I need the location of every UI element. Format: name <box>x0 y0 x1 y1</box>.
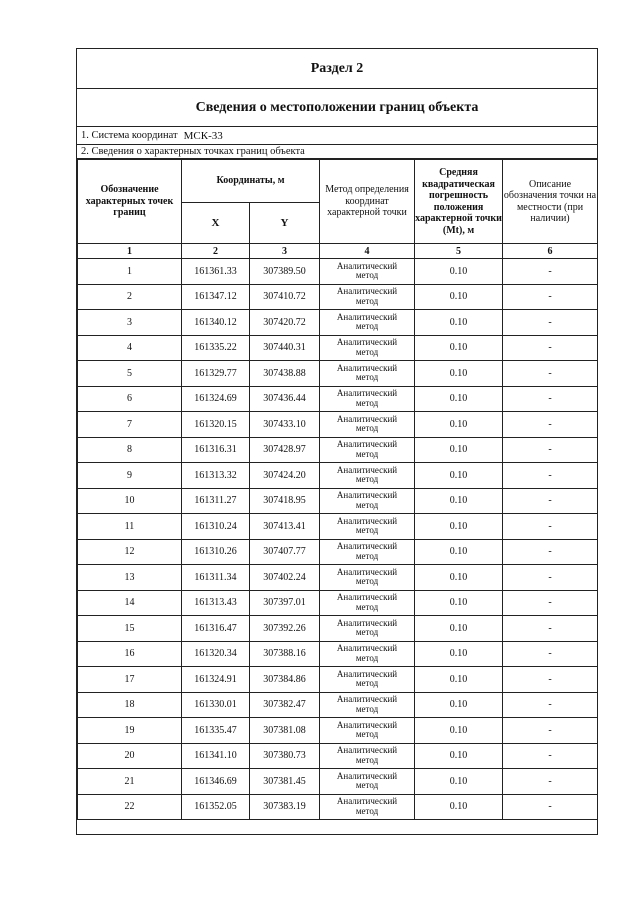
column-number: 2 <box>182 244 250 259</box>
coord-x: 161313.32 <box>182 463 250 489</box>
error-value: 0.10 <box>415 692 503 718</box>
method-cell <box>320 310 415 336</box>
column-number: 4 <box>320 244 415 259</box>
error-value: 0.10 <box>415 641 503 667</box>
coordinate-system-label: 1. Система координат <box>81 130 178 141</box>
point-description: - <box>503 769 598 795</box>
method-line-1: Аналитический <box>336 796 398 807</box>
coord-x: 161361.33 <box>182 259 250 285</box>
header-method: Метод определения координат характерной точки <box>320 160 415 244</box>
point-number: 13 <box>78 565 182 591</box>
method-line-2: метод <box>355 346 379 357</box>
coord-x: 161329.77 <box>182 361 250 387</box>
point-description: - <box>503 259 598 285</box>
method-cell <box>320 667 415 693</box>
point-number: 18 <box>78 692 182 718</box>
error-value: 0.10 <box>415 590 503 616</box>
point-description: - <box>503 386 598 412</box>
coord-y: 307440.31 <box>250 335 320 361</box>
column-number: 6 <box>503 244 598 259</box>
point-number: 3 <box>78 310 182 336</box>
document-sheet <box>76 48 598 835</box>
point-description: - <box>503 565 598 591</box>
column-number: 1 <box>78 244 182 259</box>
coord-x: 161310.24 <box>182 514 250 540</box>
table-row <box>78 692 598 718</box>
coord-x: 161346.69 <box>182 769 250 795</box>
error-value: 0.10 <box>415 794 503 820</box>
point-description: - <box>503 590 598 616</box>
error-value: 0.10 <box>415 437 503 463</box>
method-line-1: Аналитический <box>336 490 398 501</box>
method-cell <box>320 386 415 412</box>
point-description: - <box>503 743 598 769</box>
method-line-1: Аналитический <box>336 439 398 450</box>
method-line-2: метод <box>355 703 379 714</box>
method-line-2: метод <box>355 780 379 791</box>
method-line-2: метод <box>355 550 379 561</box>
coord-x: 161341.10 <box>182 743 250 769</box>
method-line-1: Аналитический <box>336 260 398 271</box>
method-line-2: метод <box>355 295 379 306</box>
method-line-2: метод <box>355 678 379 689</box>
method-cell <box>320 259 415 285</box>
point-number: 17 <box>78 667 182 693</box>
document-title: Сведения о местоположении границ объекта <box>77 89 597 127</box>
point-number: 9 <box>78 463 182 489</box>
method-line-2: метод <box>355 474 379 485</box>
method-cell <box>320 284 415 310</box>
point-description: - <box>503 310 598 336</box>
column-number-row <box>78 244 598 259</box>
coord-x: 161311.27 <box>182 488 250 514</box>
method-line-2: метод <box>355 627 379 638</box>
point-number: 2 <box>78 284 182 310</box>
method-cell <box>320 335 415 361</box>
table-row <box>78 769 598 795</box>
method-line-2: метод <box>355 525 379 536</box>
table-row <box>78 718 598 744</box>
table-row <box>78 335 598 361</box>
point-description: - <box>503 616 598 642</box>
coord-y: 307402.24 <box>250 565 320 591</box>
point-description: - <box>503 488 598 514</box>
table-row <box>78 514 598 540</box>
coord-x: 161313.43 <box>182 590 250 616</box>
method-line-1: Аналитический <box>336 694 398 705</box>
error-value: 0.10 <box>415 514 503 540</box>
coord-x: 161316.31 <box>182 437 250 463</box>
method-cell <box>320 488 415 514</box>
method-line-1: Аналитический <box>336 617 398 628</box>
point-number: 12 <box>78 539 182 565</box>
method-line-2: метод <box>355 805 379 816</box>
method-cell <box>320 641 415 667</box>
point-description: - <box>503 514 598 540</box>
table-row <box>78 794 598 820</box>
coord-x: 161347.12 <box>182 284 250 310</box>
error-value: 0.10 <box>415 488 503 514</box>
error-value: 0.10 <box>415 616 503 642</box>
coord-y: 307381.08 <box>250 718 320 744</box>
point-description: - <box>503 692 598 718</box>
method-line-1: Аналитический <box>336 388 398 399</box>
header-coordinates: Координаты, м <box>182 160 320 203</box>
coord-y: 307384.86 <box>250 667 320 693</box>
method-line-2: метод <box>355 397 379 408</box>
table-row <box>78 667 598 693</box>
method-cell <box>320 692 415 718</box>
method-line-2: метод <box>355 270 379 281</box>
table-row <box>78 539 598 565</box>
table-row <box>78 361 598 387</box>
table-row <box>78 616 598 642</box>
table-row <box>78 386 598 412</box>
method-line-2: метод <box>355 448 379 459</box>
method-cell <box>320 743 415 769</box>
header-y: Y <box>250 203 320 244</box>
error-value: 0.10 <box>415 667 503 693</box>
coord-y: 307413.41 <box>250 514 320 540</box>
method-line-1: Аналитический <box>336 745 398 756</box>
coord-x: 161316.47 <box>182 616 250 642</box>
point-description: - <box>503 539 598 565</box>
table-row <box>78 565 598 591</box>
method-line-1: Аналитический <box>336 337 398 348</box>
table-body <box>78 259 598 820</box>
error-value: 0.10 <box>415 565 503 591</box>
method-line-1: Аналитический <box>336 643 398 654</box>
method-cell <box>320 514 415 540</box>
coord-y: 307388.16 <box>250 641 320 667</box>
coordinate-system-value: МСК-33 <box>183 129 223 142</box>
error-value: 0.10 <box>415 361 503 387</box>
point-number: 4 <box>78 335 182 361</box>
error-value: 0.10 <box>415 310 503 336</box>
coord-y: 307383.19 <box>250 794 320 820</box>
method-cell <box>320 412 415 438</box>
table-row <box>78 259 598 285</box>
method-cell <box>320 361 415 387</box>
coord-y: 307407.77 <box>250 539 320 565</box>
method-cell <box>320 718 415 744</box>
header-designation: Обозначение характерных точек границ <box>78 160 182 244</box>
method-line-1: Аналитический <box>336 515 398 526</box>
table-row <box>78 310 598 336</box>
point-number: 10 <box>78 488 182 514</box>
method-cell <box>320 590 415 616</box>
point-number: 14 <box>78 590 182 616</box>
coord-y: 307436.44 <box>250 386 320 412</box>
method-cell <box>320 769 415 795</box>
method-line-2: метод <box>355 652 379 663</box>
table-row <box>78 437 598 463</box>
point-description: - <box>503 284 598 310</box>
coord-y: 307428.97 <box>250 437 320 463</box>
error-value: 0.10 <box>415 386 503 412</box>
coord-x: 161335.47 <box>182 718 250 744</box>
point-description: - <box>503 667 598 693</box>
coord-x: 161335.22 <box>182 335 250 361</box>
point-number: 19 <box>78 718 182 744</box>
coord-x: 161311.34 <box>182 565 250 591</box>
method-line-1: Аналитический <box>336 286 398 297</box>
coord-y: 307392.26 <box>250 616 320 642</box>
coord-x: 161330.01 <box>182 692 250 718</box>
method-line-2: метод <box>355 576 379 587</box>
coord-y: 307410.72 <box>250 284 320 310</box>
method-line-2: метод <box>355 372 379 383</box>
method-line-2: метод <box>355 729 379 740</box>
coord-x: 161320.34 <box>182 641 250 667</box>
method-line-1: Аналитический <box>336 413 398 424</box>
point-description: - <box>503 794 598 820</box>
coord-y: 307420.72 <box>250 310 320 336</box>
header-x: X <box>182 203 250 244</box>
error-value: 0.10 <box>415 718 503 744</box>
coord-x: 161310.26 <box>182 539 250 565</box>
method-line-1: Аналитический <box>336 770 398 781</box>
method-line-2: метод <box>355 754 379 765</box>
method-line-1: Аналитический <box>336 719 398 730</box>
method-line-1: Аналитический <box>336 566 398 577</box>
point-number: 20 <box>78 743 182 769</box>
method-line-1: Аналитический <box>336 541 398 552</box>
method-cell <box>320 539 415 565</box>
method-line-1: Аналитический <box>336 592 398 603</box>
coord-y: 307438.88 <box>250 361 320 387</box>
error-value: 0.10 <box>415 259 503 285</box>
error-value: 0.10 <box>415 335 503 361</box>
point-number: 21 <box>78 769 182 795</box>
coord-y: 307389.50 <box>250 259 320 285</box>
coord-x: 161324.69 <box>182 386 250 412</box>
table-row <box>78 590 598 616</box>
coord-y: 307433.10 <box>250 412 320 438</box>
point-number: 22 <box>78 794 182 820</box>
header-description: Описание обозначения точки на местности (при наличии) <box>503 160 598 244</box>
method-line-2: метод <box>355 499 379 510</box>
coord-x: 161324.91 <box>182 667 250 693</box>
point-number: 1 <box>78 259 182 285</box>
column-number: 3 <box>250 244 320 259</box>
method-cell <box>320 616 415 642</box>
error-value: 0.10 <box>415 463 503 489</box>
error-value: 0.10 <box>415 284 503 310</box>
method-line-2: метод <box>355 321 379 332</box>
points-info-label: 2. Сведения о характерных точках границ объекта <box>77 145 597 159</box>
method-line-1: Аналитический <box>336 668 398 679</box>
coord-x: 161320.15 <box>182 412 250 438</box>
method-cell <box>320 794 415 820</box>
point-description: - <box>503 361 598 387</box>
method-line-1: Аналитический <box>336 362 398 373</box>
table-row <box>78 463 598 489</box>
method-line-1: Аналитический <box>336 464 398 475</box>
point-description: - <box>503 335 598 361</box>
method-line-1: Аналитический <box>336 311 398 322</box>
point-description: - <box>503 718 598 744</box>
coord-y: 307424.20 <box>250 463 320 489</box>
error-value: 0.10 <box>415 539 503 565</box>
table-row <box>78 488 598 514</box>
coordinate-system-row <box>77 127 597 145</box>
section-title: Раздел 2 <box>77 49 597 89</box>
coord-x: 161340.12 <box>182 310 250 336</box>
table-header-row <box>78 160 598 203</box>
error-value: 0.10 <box>415 769 503 795</box>
point-number: 7 <box>78 412 182 438</box>
error-value: 0.10 <box>415 412 503 438</box>
coord-y: 307418.95 <box>250 488 320 514</box>
method-cell <box>320 565 415 591</box>
method-line-2: метод <box>355 601 379 612</box>
method-cell <box>320 437 415 463</box>
point-number: 5 <box>78 361 182 387</box>
method-cell <box>320 463 415 489</box>
point-description: - <box>503 412 598 438</box>
point-number: 8 <box>78 437 182 463</box>
point-number: 15 <box>78 616 182 642</box>
table-row <box>78 284 598 310</box>
column-number: 5 <box>415 244 503 259</box>
coord-y: 307380.73 <box>250 743 320 769</box>
coord-y: 307397.01 <box>250 590 320 616</box>
coord-y: 307382.47 <box>250 692 320 718</box>
coord-x: 161352.05 <box>182 794 250 820</box>
table-row <box>78 641 598 667</box>
point-number: 16 <box>78 641 182 667</box>
header-error: Средняя квадратическая погрешность положения характерной точки (Mt), м <box>415 160 503 244</box>
error-value: 0.10 <box>415 743 503 769</box>
point-description: - <box>503 463 598 489</box>
table-row <box>78 743 598 769</box>
point-number: 11 <box>78 514 182 540</box>
coord-y: 307381.45 <box>250 769 320 795</box>
point-description: - <box>503 437 598 463</box>
method-line-2: метод <box>355 423 379 434</box>
point-number: 6 <box>78 386 182 412</box>
point-description: - <box>503 641 598 667</box>
boundary-points-table <box>77 159 598 820</box>
table-row <box>78 412 598 438</box>
